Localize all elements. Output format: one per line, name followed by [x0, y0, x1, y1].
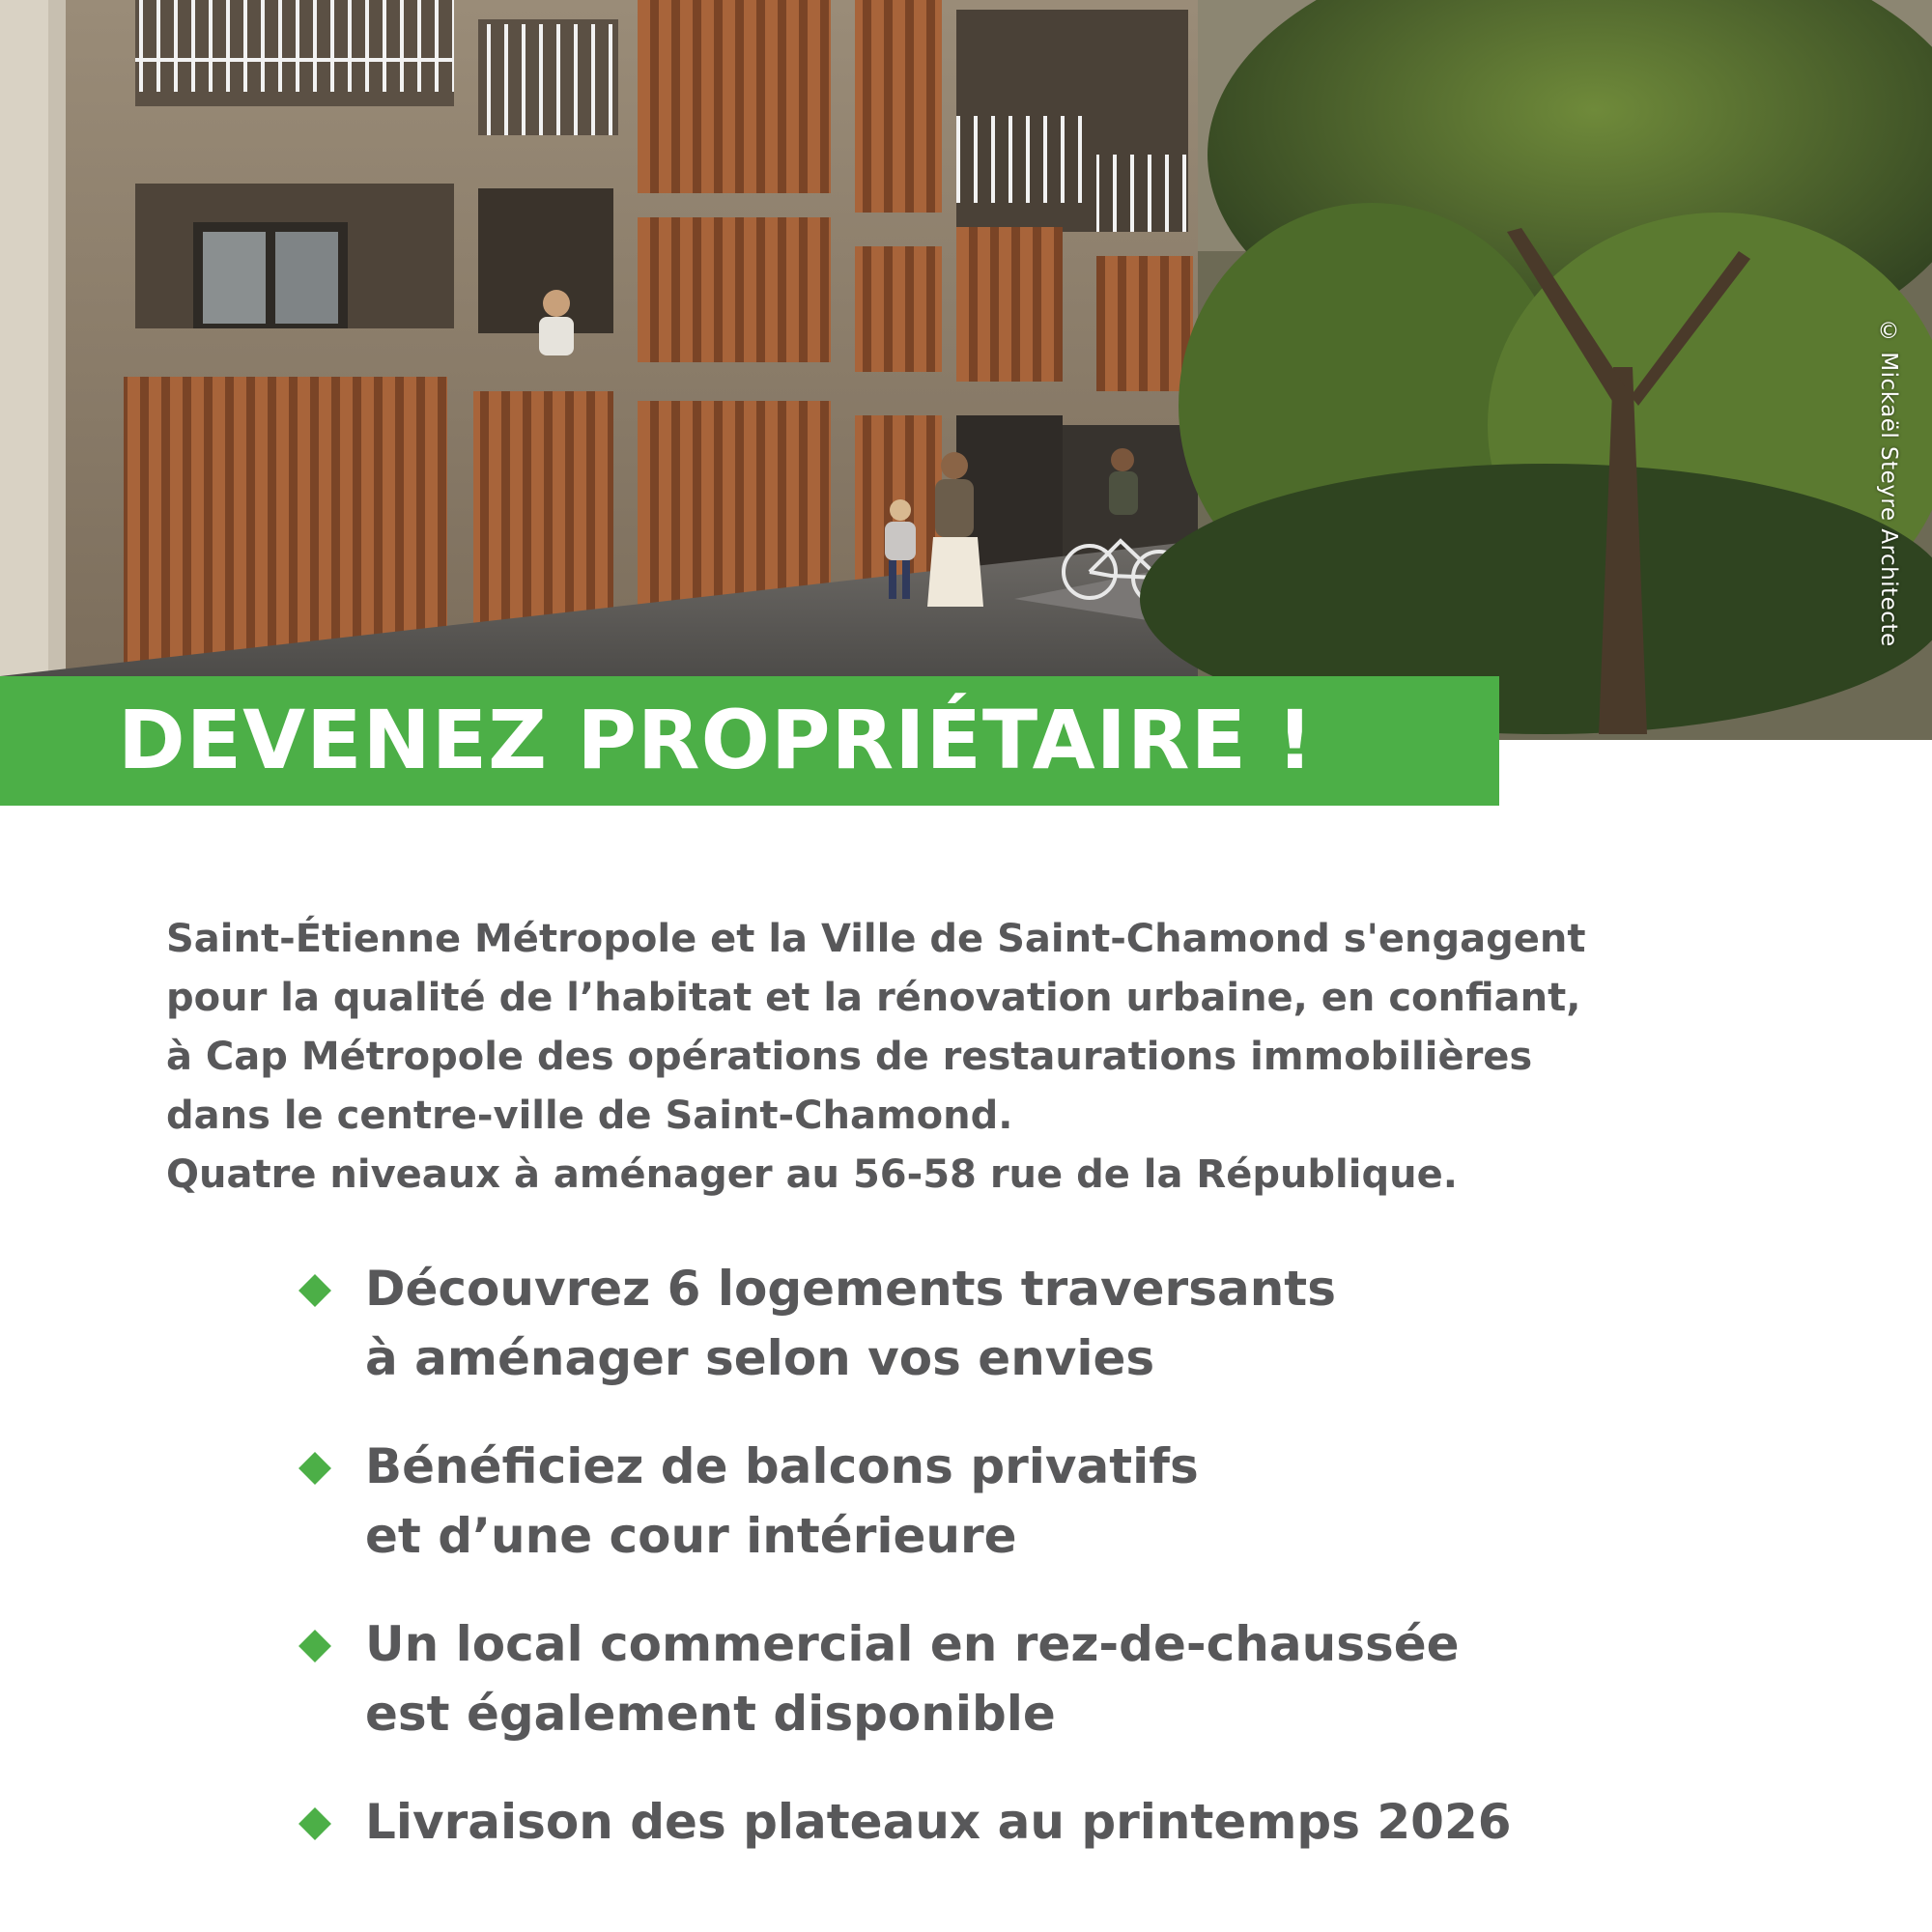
- feature-line: Un local commercial en rez-de-chaussée: [365, 1616, 1460, 1672]
- diamond-bullet-icon: [298, 1807, 331, 1840]
- feature-list: [299, 1254, 1652, 1895]
- page-title: DEVENEZ PROPRIÉTAIRE !: [118, 693, 1315, 787]
- feature-item: [299, 1787, 1652, 1857]
- intro-line: à Cap Métropole des opérations de restaurations immobilières: [166, 1035, 1533, 1079]
- diamond-bullet-icon: [298, 1630, 331, 1662]
- feature-line: Bénéficiez de balcons privatifs: [365, 1438, 1199, 1494]
- hero-photo: [0, 0, 1932, 740]
- intro-line: Quatre niveaux à aménager au 56-58 rue de la République.: [166, 1152, 1458, 1197]
- feature-item: [299, 1254, 1652, 1393]
- intro-line: Saint-Étienne Métropole et la Ville de Saint-Chamond s'engagent: [166, 917, 1586, 961]
- diamond-bullet-icon: [298, 1274, 331, 1307]
- building-rendering: [0, 0, 1932, 740]
- intro-line: pour la qualité de l’habitat et la rénovation urbaine, en confiant,: [166, 976, 1581, 1020]
- feature-line: et d’une cour intérieure: [365, 1508, 1017, 1564]
- feature-item: [299, 1609, 1652, 1748]
- feature-line: est également disponible: [365, 1686, 1056, 1742]
- photo-credit: © Mickaël Steyre Architecte: [1876, 319, 1901, 647]
- diamond-bullet-icon: [298, 1452, 331, 1485]
- title-banner: [0, 676, 1499, 806]
- feature-line: à aménager selon vos envies: [365, 1330, 1155, 1386]
- feature-line: Livraison des plateaux au printemps 2026: [365, 1794, 1512, 1850]
- intro-line: dans le centre-ville de Saint-Chamond.: [166, 1094, 1013, 1138]
- feature-item: [299, 1432, 1652, 1571]
- feature-line: Découvrez 6 logements traversants: [365, 1261, 1336, 1317]
- intro-paragraph: [166, 910, 1712, 1205]
